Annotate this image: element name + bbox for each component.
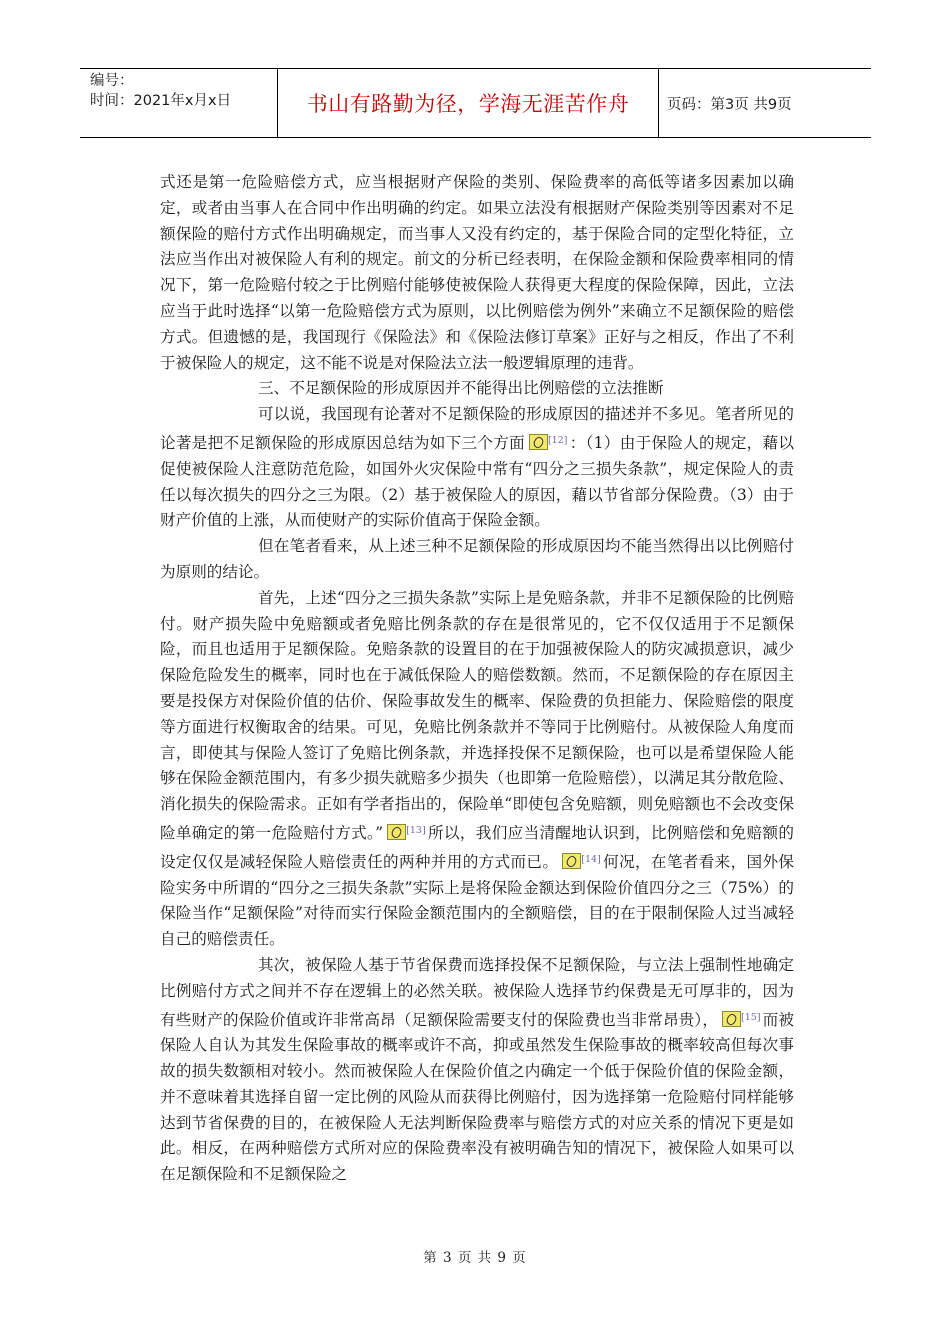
paragraph-text: 首先，上述“四分之三损失条款”实际上是免赔条款，并非不足额保险的比例赔付。财产损失险中免赔额或者免赔比例条款的存在是很常见的，它不仅仅适用于不足额保险，而且也适用于足额保险。免赔条款的设置目的在于加强被保险人的防灾减损意识，减少保险危险发生的概率，同时也在于减低保险人的赔偿数额。然而，不足额保险的存在原因主要是投保方对保险价值的估价、保险事故发生的概率、保险费的负担能力、保险赔偿的限度等方面进行权衡取舍的结果。可见，免赔比例条款并不等同于比例赔付。从被保险人角度而言，即使其与保险人签订了免赔比例条款，并选择投保不足额保险，也可以是希望保险人能够在保险金额范围内，有多少损失就赔多少损失（也即第一危险赔偿），以满足其分散危险、消化损失的保险需求。正如有学者指出的，保险单“即使包含免赔额，则免赔额也不会改变保险单确定的第一危险赔付方式。” xyxy=(160,588,794,842)
page-header xyxy=(80,68,871,138)
paragraph xyxy=(160,402,794,534)
number-label: 编号： xyxy=(90,73,134,89)
footnote-ref[interactable]: [12] xyxy=(547,434,568,446)
document-body xyxy=(160,170,794,1188)
paragraph-text: 其次，被保险人基于节省保费而选择投保不足额保险，与立法上强制性地确定比例赔付方式之间并不存在逻辑上的必然关联。被保险人选择节约保费是无可厚非的，因为有些财产的保险价值或许非常高昂（足额保险需要支付的保险费也当非常昂贵）， xyxy=(160,955,794,1029)
paragraph: 但在笔者看来，从上述三种不足额保险的形成原因均不能当然得出以比例赔付为原则的结论。 xyxy=(160,537,794,581)
date-label: 时间：2021年x月x日 xyxy=(90,93,232,109)
header-page-info: 页码：第3页 共9页 xyxy=(667,96,792,113)
footnote-ref[interactable]: [15] xyxy=(741,1011,761,1023)
paragraph xyxy=(160,953,794,1188)
note-icon[interactable] xyxy=(722,1011,741,1027)
footnote-ref[interactable]: [13] xyxy=(406,824,426,836)
paragraph xyxy=(160,586,794,953)
header-motto: 书山有路勤为径，学海无涯苦作舟 xyxy=(278,69,659,137)
paragraph-text: ：（1）由于保险人的规定，藉以促使被保险人注意防范危险，如国外火灾保险中常有“四分之三损失条款”，规定保险人的责任以每次损失的四分之三为限。（2）基于被保险人的原因，藉以节省部分保险费。（3）由于财产价值的上涨，从而使财产的实际价值高于保险金额。 xyxy=(160,433,794,530)
note-icon[interactable] xyxy=(529,434,548,450)
paragraph-text: 所以，我们应当清醒地认识到，比例赔偿和免赔额的设定仅仅是减轻保险人赔偿责任的两种并用的方式而已。 xyxy=(160,823,794,871)
note-icon[interactable] xyxy=(387,824,406,840)
paragraph: 式还是第一危险赔偿方式，应当根据财产保险的类别、保险费率的高低等诸多因素加以确定，或者由当事人在合同中作出明确的约定。如果立法没有根据财产保险类别等因素对不足额保险的赔付方式作出明确规定，而当事人又没有约定的，基于保险合同的定型化特征，立法应当作出对被保险人有利的规定。前文的分析已经表明，在保险金额和保险费率相同的情况下，第一危险赔付较之于比例赔付能够使被保险人获得更大程度的保险保障，因此，立法应当于此时选择“以第一危险赔偿方式为原则，以比例赔偿为例外”来确立不足额保险的赔偿方式。但遗憾的是，我国现行《保险法》和《保险法修订草案》正好与之相反，作出了不利于被保险人的规定，这不能不说是对保险法立法一般逻辑原理的违背。 xyxy=(160,173,794,372)
section-heading: 三、不足额保险的形成原因并不能得出比例赔偿的立法推断 xyxy=(258,379,664,398)
page-footer: 第 3 页 共 9 页 xyxy=(423,1250,527,1266)
header-meta xyxy=(80,69,278,137)
paragraph-text: 而被保险人自认为其发生保险事故的概率或许不高，抑或虽然发生保险事故的概率较高但每次事故的损失数额相对较小。然而被保险人在保险价值之内确定一个低于保险价值的保险金额，并不意味着其选择自留一定比例的风险从而获得比例赔付，因为选择第一危险赔付同样能够达到节省保费的目的，在被保险人无法判断保险费率与赔偿方式的对应关系的情况下更是如此。相反，在两种赔偿方式所对应的保险费率没有被明确告知的情况下，被保险人如果可以在足额保险和不足额保险之 xyxy=(160,1010,794,1184)
note-icon[interactable] xyxy=(562,853,581,869)
paragraph-text: 何况，在笔者看来，国外保险实务中所谓的“四分之三损失条款”实际上是将保险金额达到保险价值四分之三（75%）的保险当作“足额保险”对待而实行保险金额范围内的全额赔偿，目的在于限制保险人过当减轻自己的赔偿责任。 xyxy=(160,852,794,949)
footnote-ref[interactable]: [14] xyxy=(581,853,601,865)
paragraph-text: 可以说，我国现有论著对不足额保险的形成原因的描述并不多见。笔者所见的论著是把不足额保险的形成原因总结为如下三个方面 xyxy=(160,405,794,452)
